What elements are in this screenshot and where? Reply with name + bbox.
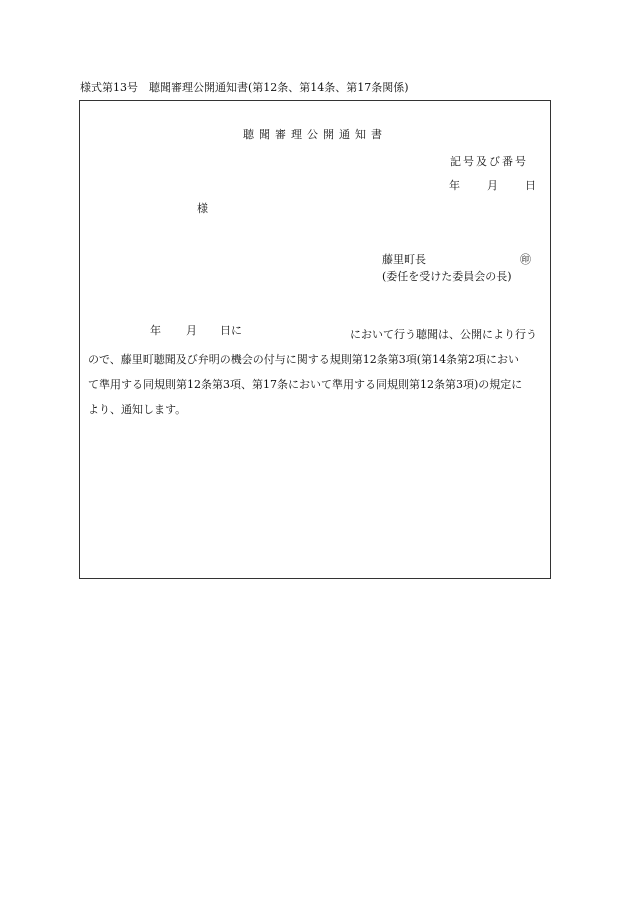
body-line: ので、藤里町聴聞及び弁明の機会の付与に関する規則第12条第3項(第14条第2項におい: [88, 353, 520, 366]
hearing-year-label: 年: [150, 324, 161, 337]
body-line: において行う聴聞は、公開により行う: [350, 328, 537, 341]
hearing-month-label: 月: [186, 324, 197, 337]
issue-year-label: 年: [449, 179, 460, 192]
notice-body: [88, 322, 544, 422]
body-line: より、通知します。: [88, 403, 187, 416]
issue-day-label: 日: [525, 179, 536, 192]
issuer-name: 藤里町長: [382, 253, 426, 266]
hearing-day-label: 日に: [220, 324, 242, 337]
issue-month-label: 月: [487, 179, 498, 192]
reference-number-label: 記号及び番号: [450, 155, 528, 168]
delegate-note: (委任を受けた委員会の長): [382, 270, 512, 283]
document-frame: [79, 100, 551, 579]
form-label: 様式第13号 聴聞審理公開通知書(第12条、第14条、第17条関係): [80, 81, 409, 94]
addressee-suffix: 様: [197, 202, 208, 215]
seal-mark: ㊞: [520, 253, 531, 266]
body-line: て準用する同規則第12条第3項、第17条において準用する同規則第12条第3項)の規定に: [88, 378, 523, 391]
document-title: 聴聞審理公開通知書: [243, 128, 387, 141]
